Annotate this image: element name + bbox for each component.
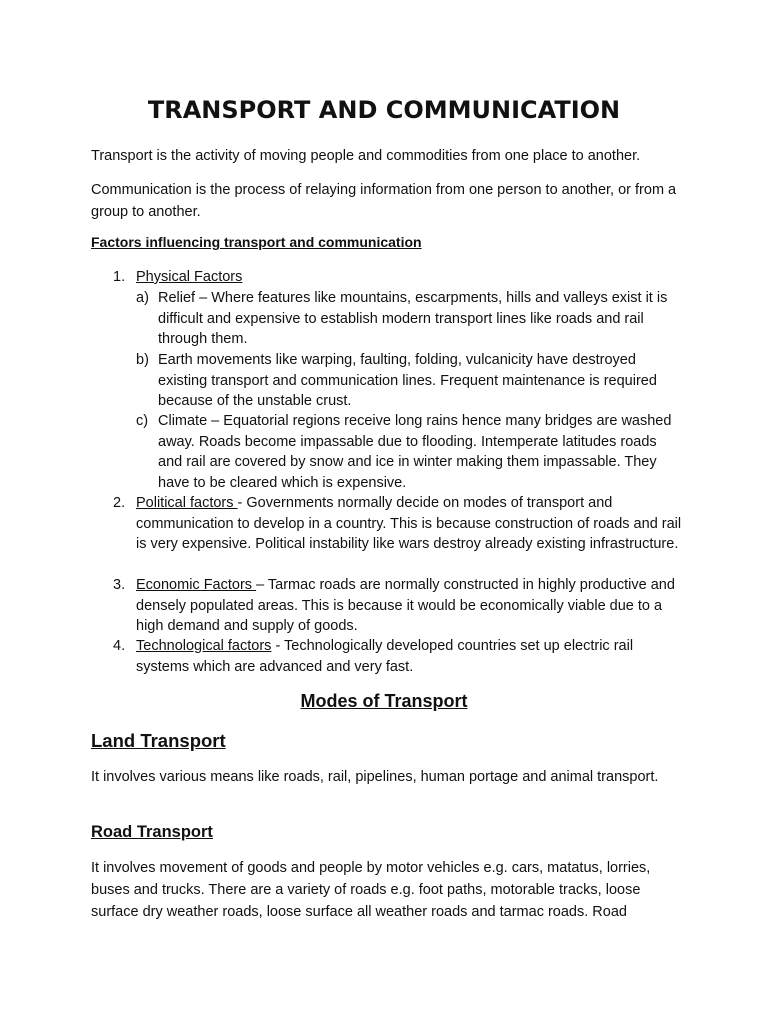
list-number: 1. [113, 269, 126, 285]
list-item [113, 267, 683, 288]
factor-label: Political factors [136, 495, 238, 511]
sub-list-text: Climate – Equatorial regions receive long rains hence many bridges are washed away. Roads become impassable due to flooding. Intemperate latitudes roads and rail are covered by snow and ice in winter making them impassable. They have to be cleared which is expensive. [158, 413, 672, 491]
factor-label: Economic Factors [136, 577, 257, 593]
factor-label: Technological factors [136, 638, 272, 654]
land-transport-text: It involves various means like roads, rail, pipelines, human portage and animal transport. [91, 769, 659, 785]
road-transport-text: It involves movement of goods and people by motor vehicles e.g. cars, matatus, lorries, buses and trucks. There are a variety of roads e.g. foot paths, motorable tracks, loose surface dry weather roads, loose surface all weather roads and tarmac roads. Road [91, 860, 651, 920]
sub-list-text: Relief – Where features like mountains, escarpments, hills and valleys exist it is difficult and expensive to establish modern transport lines like roads and rail through them. [158, 290, 668, 347]
sub-list-letter: a) [136, 290, 149, 306]
modes-heading: Modes of Transport [300, 691, 468, 711]
factor-text: – Tarmac roads are normally constructed in highly productive and densely populated areas. This is because it would be economically viable due to a high demand and supply of goods. [136, 577, 675, 634]
factors-heading: Factors influencing transport and communication [91, 234, 422, 250]
factor-text: - Governments normally decide on modes of transport and communication to develop in a country. This is because construction of roads and rail is very expensive. Political instability like wars destroy already existing infrastructure. [136, 495, 682, 552]
factor-text: - Technologically developed countries set up electric rail systems which are advanced and very fast. [136, 638, 634, 675]
list-item [113, 636, 683, 677]
sub-list-letter: b) [136, 352, 149, 368]
intro-transport: Transport is the activity of moving people and commodities from one place to another. [91, 148, 641, 164]
sub-list-text: Earth movements like warping, faulting, folding, vulcanicity have destroyed existing transport and communication lines. Frequent maintenance is required because of the unstable crust. [158, 352, 657, 409]
document-title: TRANSPORT AND COMMUNICATION [147, 96, 621, 124]
sub-list-item [136, 350, 684, 412]
intro-communication: Communication is the process of relaying information from one person to another, or from a group to another. [91, 182, 677, 220]
road-transport-heading: Road Transport [91, 823, 213, 841]
factor-label: Physical Factors [136, 269, 243, 285]
sub-list-item [136, 411, 684, 493]
list-number: 2. [113, 495, 126, 511]
sub-list-letter: c) [136, 413, 149, 429]
list-number: 4. [113, 638, 126, 654]
list-item [113, 575, 683, 637]
sub-list-item [136, 288, 684, 350]
list-number: 3. [113, 577, 126, 593]
land-transport-heading: Land Transport [91, 730, 226, 751]
list-item [113, 493, 683, 555]
